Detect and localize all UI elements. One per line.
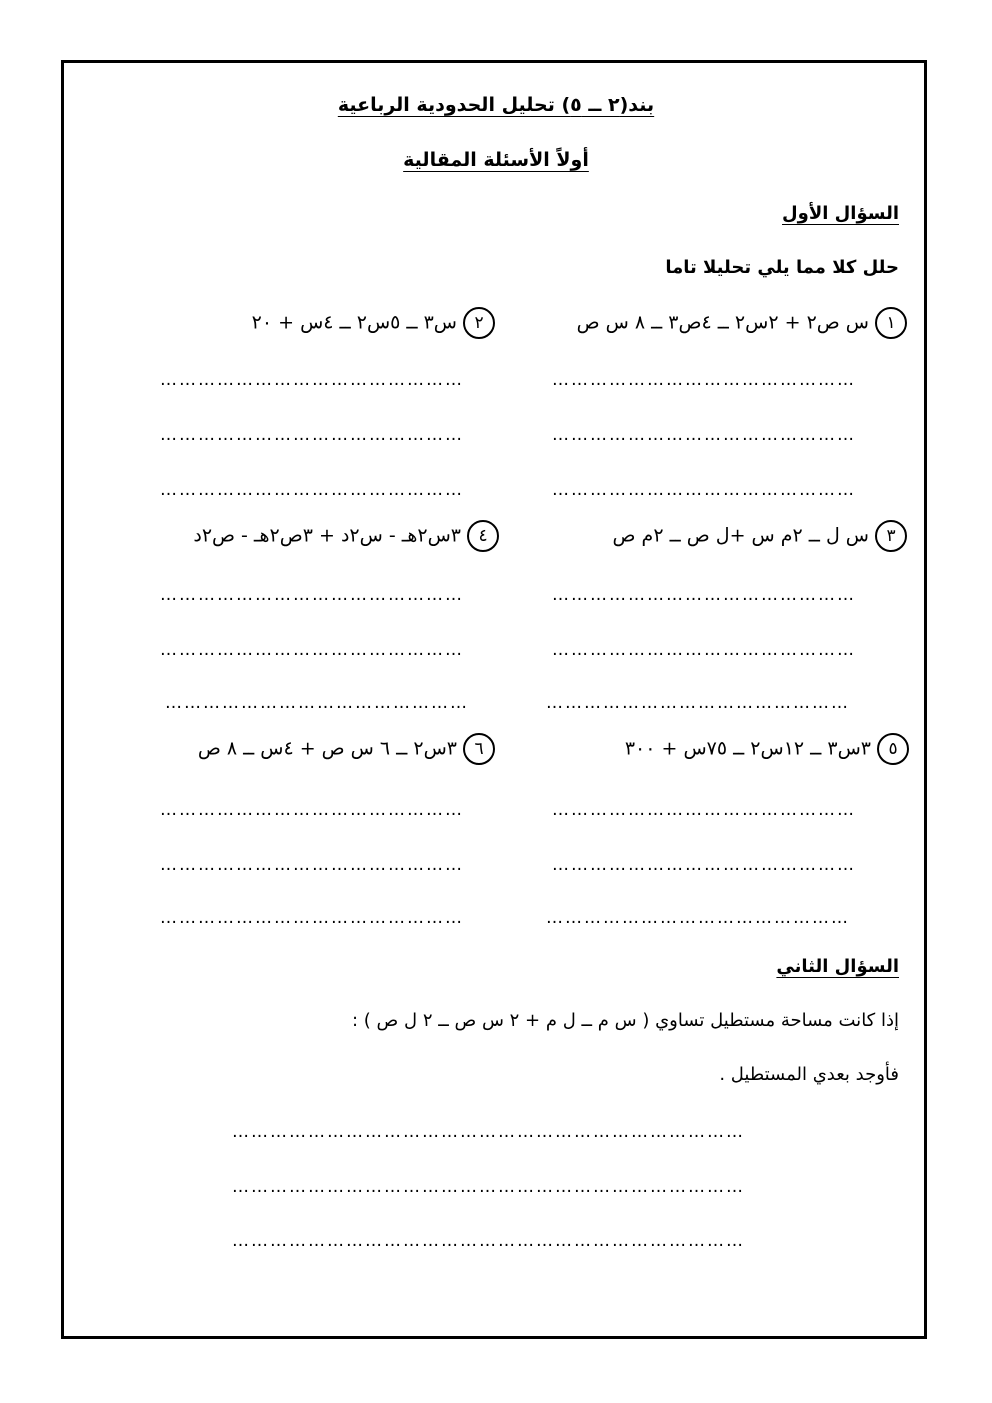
problem-4: [193, 520, 499, 552]
answer-line: …………………………………………: [160, 585, 464, 605]
problem-expression: س ل ــ ٢م س +ل ص ــ ٢م ص: [612, 524, 869, 547]
problem-6: [198, 733, 495, 765]
answer-line: …………………………………………: [160, 480, 464, 500]
answer-line: …………………………………………: [160, 855, 464, 875]
answer-line: …………………………………………: [552, 800, 856, 820]
answer-line: …………………………………………: [160, 640, 464, 660]
answer-line: ………………………………………………………………………: [232, 1231, 745, 1251]
answer-line: …………………………………………: [160, 908, 464, 928]
answer-line: …………………………………………: [552, 425, 856, 445]
answer-line: …………………………………………: [552, 640, 856, 660]
problem-1: [577, 307, 907, 339]
answer-line: …………………………………………: [160, 425, 464, 445]
answer-line: ………………………………………………………………………: [232, 1122, 745, 1142]
problem-expression: س ص٢ + ٢س٢ ــ ٤ص٣ ــ ٨ س ص: [576, 311, 869, 334]
answer-line: …………………………………………: [552, 480, 856, 500]
problem-number: ٦: [463, 733, 495, 765]
answer-line: …………………………………………: [165, 693, 469, 713]
question-1-heading: السؤال الأول: [782, 203, 899, 224]
problem-3: [613, 520, 907, 552]
question-2-statement: إذا كانت مساحة مستطيل تساوي ( س م ــ ل م + ٢ س ص ــ ٢ ل ص ) :: [351, 1010, 899, 1031]
problem-2: [252, 307, 495, 339]
question-1-instruction: حلل كلا مما يلي تحليلا تاما: [665, 257, 899, 278]
problem-expression: ٣س٣ ــ ١٢س٢ ــ ٧٥س + ٣٠٠: [624, 737, 871, 760]
answer-line: …………………………………………: [160, 800, 464, 820]
problem-expression: ٣س٢ ــ ٦ س ص + ٤س ــ ٨ ص: [197, 737, 457, 760]
answer-line: …………………………………………: [552, 585, 856, 605]
problem-number: ٤: [467, 520, 499, 552]
problem-number: ٣: [875, 520, 907, 552]
question-2-heading: السؤال الثاني: [776, 956, 899, 977]
answer-line: …………………………………………: [546, 693, 850, 713]
page-title: بند(٢ ــ ٥) تحليل الحدودية الرباعية: [337, 94, 655, 116]
problem-5: [625, 733, 909, 765]
problem-number: ٢: [463, 307, 495, 339]
problem-number: ١: [875, 307, 907, 339]
problem-expression: ٣س٢هـ - س٢د + ٣ص٢هـ - ص٢د: [193, 524, 461, 547]
page-subtitle: أولاً الأسئلة المقالية: [403, 149, 589, 171]
answer-line: …………………………………………: [546, 908, 850, 928]
problem-number: ٥: [877, 733, 909, 765]
answer-line: …………………………………………: [160, 370, 464, 390]
question-2-task: فأوجد بعدي المستطيل .: [719, 1064, 899, 1085]
problem-expression: س٣ ــ ٥س٢ ــ ٤س + ٢٠: [251, 311, 457, 334]
answer-line: …………………………………………: [552, 855, 856, 875]
answer-line: ………………………………………………………………………: [232, 1177, 745, 1197]
answer-line: …………………………………………: [552, 370, 856, 390]
